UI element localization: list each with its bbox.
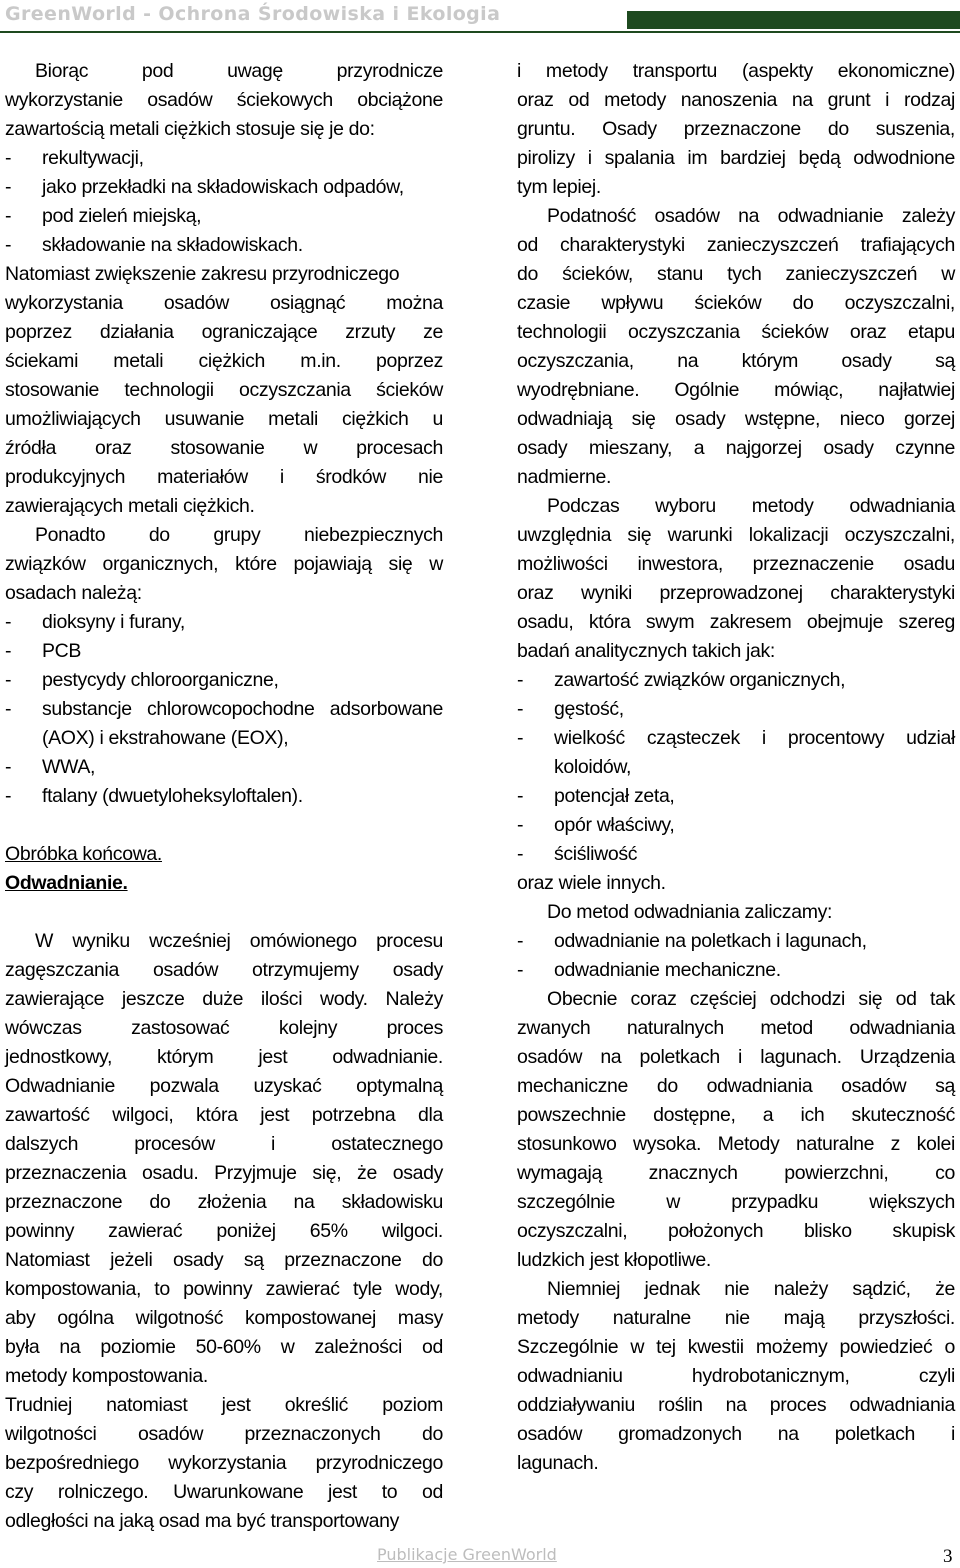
text-line: związków organicznych, które pojawiają się w — [5, 553, 443, 575]
list-item: - PCB — [5, 640, 82, 662]
list-item: - dioksyny i furany, — [5, 611, 185, 633]
list-item: - wielkość cząsteczek i procentowy udział koloidów, — [517, 727, 955, 778]
text-line: zawartość wilgoci, która jest potrzebna dla — [5, 1104, 443, 1126]
text-line: Trudniej natomiast jest określić poziom — [5, 1394, 443, 1416]
text-line: stosunkowo wysoka. Metody naturalne z kolei — [517, 1133, 955, 1155]
text-line: jednostkowy, którym jest odwadnianie. — [5, 1046, 443, 1068]
text-line: Natomiast jeżeli osady są przeznaczone do — [5, 1249, 443, 1271]
text-line: zawierających metali ciężkich. — [5, 495, 255, 517]
text-line: zwanych naturalnych metod odwadniania — [517, 1017, 955, 1039]
text-line: uwzględnia się warunki lokalizacji oczyszczalni, — [517, 524, 955, 546]
list-item: - pod zieleń miejską, — [5, 205, 202, 227]
text-line: mechaniczne do odwadniania osadów są — [517, 1075, 955, 1097]
text-line: kompostowania, to powinny zawierać tyle wody, — [5, 1278, 443, 1300]
header-bar — [627, 11, 960, 29]
text-line: wówczas zastosować kolejny proces — [5, 1017, 443, 1039]
text-line: wyodrębniane. Ogólnie mówiąc, najłatwiej — [517, 379, 955, 401]
list-item: - potencjał zeta, — [517, 785, 675, 807]
text-line: oraz wiele innych. — [517, 872, 666, 894]
text-line: od charakterystyki zanieczyszczeń trafiających — [517, 234, 955, 256]
text-line: stosowanie technologii oczyszczania ścieków — [5, 379, 443, 401]
list-item: - składowanie na składowiskach. — [5, 234, 303, 256]
text-line: poprzez działania ograniczające zrzuty ze — [5, 321, 443, 343]
text-line: możliwości inwestora, przeznaczenie osadu — [517, 553, 955, 575]
text-line: przeznaczone do złożenia na składowisku — [5, 1191, 443, 1213]
list-item: - rekultywacji, — [5, 147, 144, 169]
text-line: przeznaczenia osadu. Przyjmuje się, że osady — [5, 1162, 443, 1184]
right-column — [517, 57, 955, 1478]
text-line: Natomiast zwiększenie zakresu przyrodniczego — [5, 263, 400, 285]
text-line: W wyniku wcześniej omówionego procesu — [35, 930, 443, 952]
text-line: nadmierne. — [517, 466, 612, 488]
text-line: bezpośredniego wykorzystania przyrodniczego — [5, 1452, 443, 1474]
text-line: źródła oraz stosowanie w procesach — [5, 437, 443, 459]
text-line: osady mieszany, a najgorzej osady czynne — [517, 437, 955, 459]
section-subheading: Obróbka końcowa. — [5, 843, 162, 865]
text-line: badań analitycznych takich jak: — [517, 640, 775, 662]
text-line: oczyszczalni, położonych blisko skupisk — [517, 1220, 955, 1242]
list-item: - opór właściwy, — [517, 814, 675, 836]
text-line: Do metod odwadniania zaliczamy: — [547, 901, 833, 923]
text-line: do ścieków, stanu tych zanieczyszczeń w — [517, 263, 955, 285]
spacer — [5, 811, 443, 840]
spacer — [5, 898, 443, 927]
text-line: umożliwiających usuwanie metali ciężkich u — [5, 408, 443, 430]
text-line: Odwadnianie pozwala uzyskać optymalną — [5, 1075, 443, 1097]
text-line: czasie wpływu ścieków do oczyszczalni, — [517, 292, 955, 314]
text-line: gruntu. Osady przeznaczone do suszenia, — [517, 118, 955, 140]
text-line: oraz wyniki przeprowadzonej charakterystyki — [517, 582, 955, 604]
text-line: wykorzystanie osadów ściekowych obciążone — [5, 89, 443, 111]
list-item: - ściśliwość — [517, 843, 638, 865]
list-item: - jako przekładki na składowiskach odpadów, — [5, 176, 404, 198]
list-item: - odwadnianie na poletkach i lagunach, — [517, 930, 867, 952]
text-line: osadów na poletkach i lagunach. Urządzenia — [517, 1046, 955, 1068]
text-line: tym lepiej. — [517, 176, 601, 198]
text-line: zagęszczania osadów otrzymujemy osady — [5, 959, 443, 981]
list-item: - substancje chlorowcopochodne adsorbowane (AOX) i ekstrahowane (EOX), — [5, 698, 443, 749]
text-line: osadów gromadzonych na poletkach i — [517, 1423, 955, 1445]
text-line: czy rolniczego. Uwarunkowane jest to od — [5, 1481, 443, 1503]
list-item: - ftalany (dwuetyloheksyloftalen). — [5, 785, 303, 807]
text-line: Szczególnie w tej kwestii możemy powiedzieć o — [517, 1336, 955, 1358]
text-line: dalszych procesów i ostatecznego — [5, 1133, 443, 1155]
list-item: - gęstość, — [517, 698, 624, 720]
text-line: Podczas wyboru metody odwadniania — [547, 495, 955, 517]
left-column — [5, 57, 443, 1536]
text-line: ludzkich jest kłopotliwe. — [517, 1249, 711, 1271]
text-line: zawierające jeszcze duże ilości wody. Należy — [5, 988, 443, 1010]
text-line: Obecnie coraz częściej odchodzi się od tak — [547, 988, 955, 1010]
text-line: metody kompostowania. — [5, 1365, 208, 1387]
text-line: oraz od metody nanoszenia na grunt i rodzaj — [517, 89, 955, 111]
text-line: produkcyjnych materiałów i środków nie — [5, 466, 443, 488]
text-line: Biorąc pod uwagę przyrodnicze — [35, 60, 443, 82]
page-number: 3 — [943, 1546, 953, 1567]
text-line: technologii oczyszczania ścieków oraz etapu — [517, 321, 955, 343]
text-line: powszechnie dostępne, a ich skuteczność — [517, 1104, 955, 1126]
list-item: - pestycydy chloroorganiczne, — [5, 669, 279, 691]
text-line: pirolizy i spalania im bardziej będą odwodnione — [517, 147, 955, 169]
text-line: wilgotności osadów przeznaczonych do — [5, 1423, 443, 1445]
text-line: odwadniają się osady wstępne, nieco gorzej — [517, 408, 955, 430]
header-title: GreenWorld - Ochrona Środowiska i Ekologia — [5, 3, 501, 25]
text-line: wymagają znacznych powierzchni, co — [517, 1162, 955, 1184]
text-line: wykorzystania osadów osiągnąć można — [5, 292, 443, 314]
text-line: Ponadto do grupy niebezpiecznych — [35, 524, 443, 546]
footer-link[interactable]: Publikacje GreenWorld — [377, 1545, 557, 1564]
list-item: - zawartość związków organicznych, — [517, 669, 846, 691]
text-line: powinny zawierać poniżej 65% wilgoci. — [5, 1220, 443, 1242]
text-line: odległości na jaką osad ma być transportowany — [5, 1510, 399, 1532]
text-line: Podatność osadów na odwadnianie zależy — [547, 205, 955, 227]
text-line: była na poziomie 50-60% w zależności od — [5, 1336, 443, 1358]
list-item: - WWA, — [5, 756, 96, 778]
text-line: zawartością metali ciężkich stosuje się je do: — [5, 118, 375, 140]
text-line: aby ogólna wilgotność kompostowanej masy — [5, 1307, 443, 1329]
section-heading: Odwadnianie. — [5, 872, 128, 894]
text-line: odwadnianiu hydrobotanicznym, czyli — [517, 1365, 955, 1387]
text-line: ściekami metali ciężkich m.in. poprzez — [5, 350, 443, 372]
page-header — [0, 0, 960, 32]
text-line: oddziaływaniu roślin na proces odwadniania — [517, 1394, 955, 1416]
text-line: osadu, która swym zakresem obejmuje szereg — [517, 611, 955, 633]
text-line: metody naturalne nie mają przyszłości. — [517, 1307, 955, 1329]
list-item: - odwadnianie mechaniczne. — [517, 959, 781, 981]
text-line: Niemniej jednak nie należy sądzić, że — [547, 1278, 955, 1300]
text-line: i metody transportu (aspekty ekonomiczne) — [517, 60, 955, 82]
text-line: osadach należą: — [5, 582, 142, 604]
header-rule — [0, 31, 960, 33]
text-line: oczyszczania, na którym osady są — [517, 350, 955, 372]
text-line: szczególnie w przypadku większych — [517, 1191, 955, 1213]
text-line: lagunach. — [517, 1452, 599, 1474]
